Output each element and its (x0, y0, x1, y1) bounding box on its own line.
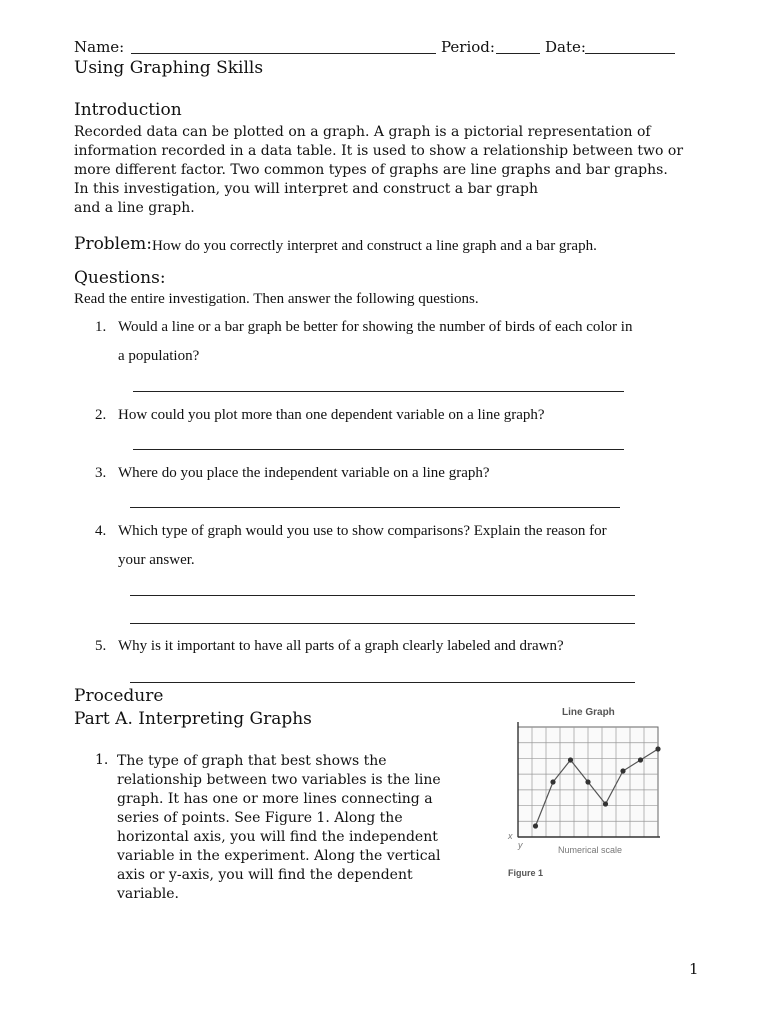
period-label: Period: (441, 38, 495, 56)
data-point (603, 801, 608, 806)
name-label: Name: (74, 38, 125, 56)
question-text: Which type of graph would you use to show comparisons? Explain the reason for (118, 523, 607, 539)
data-point (655, 746, 660, 751)
page-number: 1 (689, 960, 699, 978)
step-line: graph. It has one or more lines connecting a (117, 791, 433, 807)
step-line: axis or y-axis, you will find the dependent (117, 867, 413, 883)
data-point (638, 757, 643, 762)
answer-line[interactable] (133, 391, 624, 392)
period-field[interactable] (496, 53, 540, 54)
question-text: your answer. (118, 552, 195, 568)
answer-line[interactable] (133, 449, 624, 450)
name-field[interactable] (131, 53, 436, 54)
answer-line[interactable] (130, 507, 620, 508)
question-number: 3. (95, 465, 107, 481)
step-number: 1. (95, 752, 109, 768)
intro-line: information recorded in a data table. It is used to show a relationship between two or (74, 143, 684, 159)
page-title: Using Graphing Skills (74, 58, 264, 78)
part-a-heading: Part A. Interpreting Graphs (74, 709, 312, 729)
questions-intro: Read the entire investigation. Then answer the following questions. (74, 291, 479, 307)
data-point (585, 779, 590, 784)
intro-line: and a line graph. (74, 200, 195, 216)
question-number: 1. (95, 319, 107, 335)
step-line: variable. (117, 886, 179, 902)
question-text: Why is it important to have all parts of a graph clearly labeled and drawn? (118, 638, 564, 654)
date-label: Date: (545, 38, 586, 56)
figure-x-axis-letter: x (508, 831, 513, 841)
answer-line[interactable] (130, 682, 635, 683)
question-number: 5. (95, 638, 107, 654)
figure-1 (488, 700, 708, 900)
introduction-heading: Introduction (74, 100, 182, 120)
step-line: The type of graph that best shows the (117, 753, 387, 769)
intro-line: more different factor. Two common types of graphs are line graphs and bar graphs. (74, 162, 668, 178)
answer-line[interactable] (130, 623, 635, 624)
figure-y-axis-letter: y (518, 840, 523, 850)
question-text: Would a line or a bar graph be better for showing the number of birds of each color in (118, 319, 633, 335)
line-graph-chart (488, 700, 708, 900)
question-text: Where do you place the independent variable on a line graph? (118, 465, 490, 481)
question-number: 2. (95, 407, 107, 423)
step-line: horizontal axis, you will find the independent (117, 829, 438, 845)
step-line: relationship between two variables is the line (117, 772, 441, 788)
questions-heading: Questions: (74, 268, 166, 288)
data-point (533, 823, 538, 828)
step-line: series of points. See Figure 1. Along the (117, 810, 403, 826)
question-text: How could you plot more than one dependent variable on a line graph? (118, 407, 545, 423)
procedure-heading: Procedure (74, 686, 164, 706)
data-point (568, 757, 573, 762)
figure-title: Line Graph (562, 707, 615, 718)
step-line: variable in the experiment. Along the vertical (117, 848, 441, 864)
data-point (550, 779, 555, 784)
date-field[interactable] (585, 53, 675, 54)
answer-line[interactable] (130, 595, 635, 596)
question-number: 4. (95, 523, 107, 539)
data-point (620, 768, 625, 773)
intro-line: In this investigation, you will interpret and construct a bar graph (74, 181, 538, 197)
figure-caption: Figure 1 (508, 868, 544, 878)
intro-line: Recorded data can be plotted on a graph. A graph is a pictorial representation of (74, 124, 651, 140)
problem-label: Problem: (74, 234, 153, 254)
problem-text: How do you correctly interpret and construct a line graph and a bar graph. (152, 238, 597, 254)
figure-xlabel: Numerical scale (558, 845, 623, 855)
question-text: a population? (118, 348, 200, 364)
